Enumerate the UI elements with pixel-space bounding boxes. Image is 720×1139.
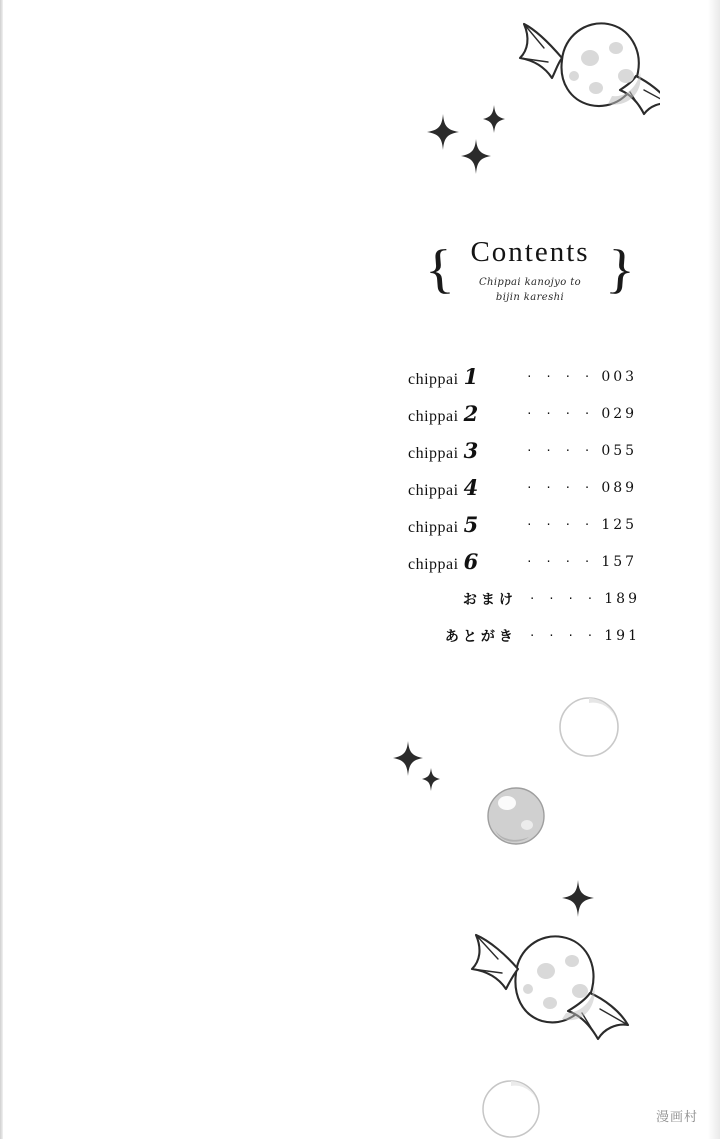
sparkle-icon — [560, 877, 596, 923]
toc-entry-number: 1 — [463, 364, 479, 389]
sparkle-icon — [425, 110, 465, 160]
toc-entry[interactable] — [408, 506, 640, 543]
bubble-illustration — [485, 785, 547, 847]
toc-entry-label: chippai — [408, 519, 459, 536]
toc-entry-number: 5 — [463, 512, 479, 537]
candy-top-illustration — [440, 0, 660, 180]
toc-entry[interactable] — [408, 432, 640, 469]
toc-leader-dots: · · · · — [528, 629, 597, 642]
toc-leader-dots: · · · · — [526, 518, 594, 531]
decorative-brace-right: } — [604, 238, 638, 300]
bubble-illustration — [556, 694, 622, 760]
toc-leader-dots: · · · · — [526, 555, 594, 568]
page-right-edge — [708, 0, 720, 1139]
bubble-illustration — [480, 1078, 542, 1139]
watermark-label: 漫画村 — [655, 1110, 698, 1125]
toc-entry[interactable] — [408, 358, 640, 395]
toc-entry[interactable] — [408, 395, 640, 432]
candy-bottom-illustration — [440, 905, 660, 1095]
sparkle-icon — [460, 136, 494, 180]
toc-leader-dots: · · · · — [528, 592, 597, 605]
toc-leader-dots: · · · · — [526, 481, 594, 494]
toc-entry-page: 055 — [601, 442, 638, 459]
toc-leader-dots: · · · · — [526, 444, 594, 457]
toc-entry-label: chippai — [408, 371, 459, 388]
sparkle-icon — [392, 738, 426, 782]
sparkle-icon — [481, 103, 507, 137]
subtitle-line-1: Chippai kanojyo to — [478, 277, 582, 288]
decorative-brace-left: { — [422, 238, 456, 300]
toc-entry-page: 157 — [601, 553, 638, 570]
toc-entry-label: chippai — [408, 556, 459, 573]
toc-leader-dots: · · · · — [526, 407, 594, 420]
toc-entry[interactable] — [408, 580, 640, 617]
toc-entry[interactable] — [408, 469, 640, 506]
subtitle-line-2: bijin kareshi — [495, 291, 565, 303]
toc-leader-dots: · · · · — [526, 370, 594, 383]
sparkle-icon — [420, 766, 442, 794]
toc-entry-number: 2 — [463, 401, 479, 426]
toc-entry[interactable] — [408, 617, 640, 654]
toc-entry-label: chippai — [408, 482, 459, 499]
toc-entry-label: chippai — [408, 408, 459, 425]
toc-entry-page: 191 — [604, 627, 640, 644]
toc-entry-page: 089 — [601, 479, 638, 496]
toc-entry-number: 3 — [463, 438, 479, 463]
toc-entry-label: chippai — [408, 445, 459, 462]
toc-entry-number: 6 — [463, 549, 479, 574]
toc-entry-label: おまけ — [462, 591, 517, 608]
toc-entry-number: 4 — [463, 475, 479, 500]
contents-heading-block — [420, 238, 640, 305]
page-title: Contents — [470, 236, 590, 268]
toc-entry-page: 003 — [601, 368, 638, 385]
toc-entry-page: 029 — [601, 405, 638, 422]
toc-entry[interactable] — [408, 543, 640, 580]
page-left-edge — [0, 0, 3, 1139]
toc-entry-label: あとがき — [444, 628, 517, 645]
toc-entry-page: 189 — [604, 590, 640, 607]
toc-entry-page: 125 — [601, 516, 638, 533]
table-of-contents — [408, 358, 640, 654]
